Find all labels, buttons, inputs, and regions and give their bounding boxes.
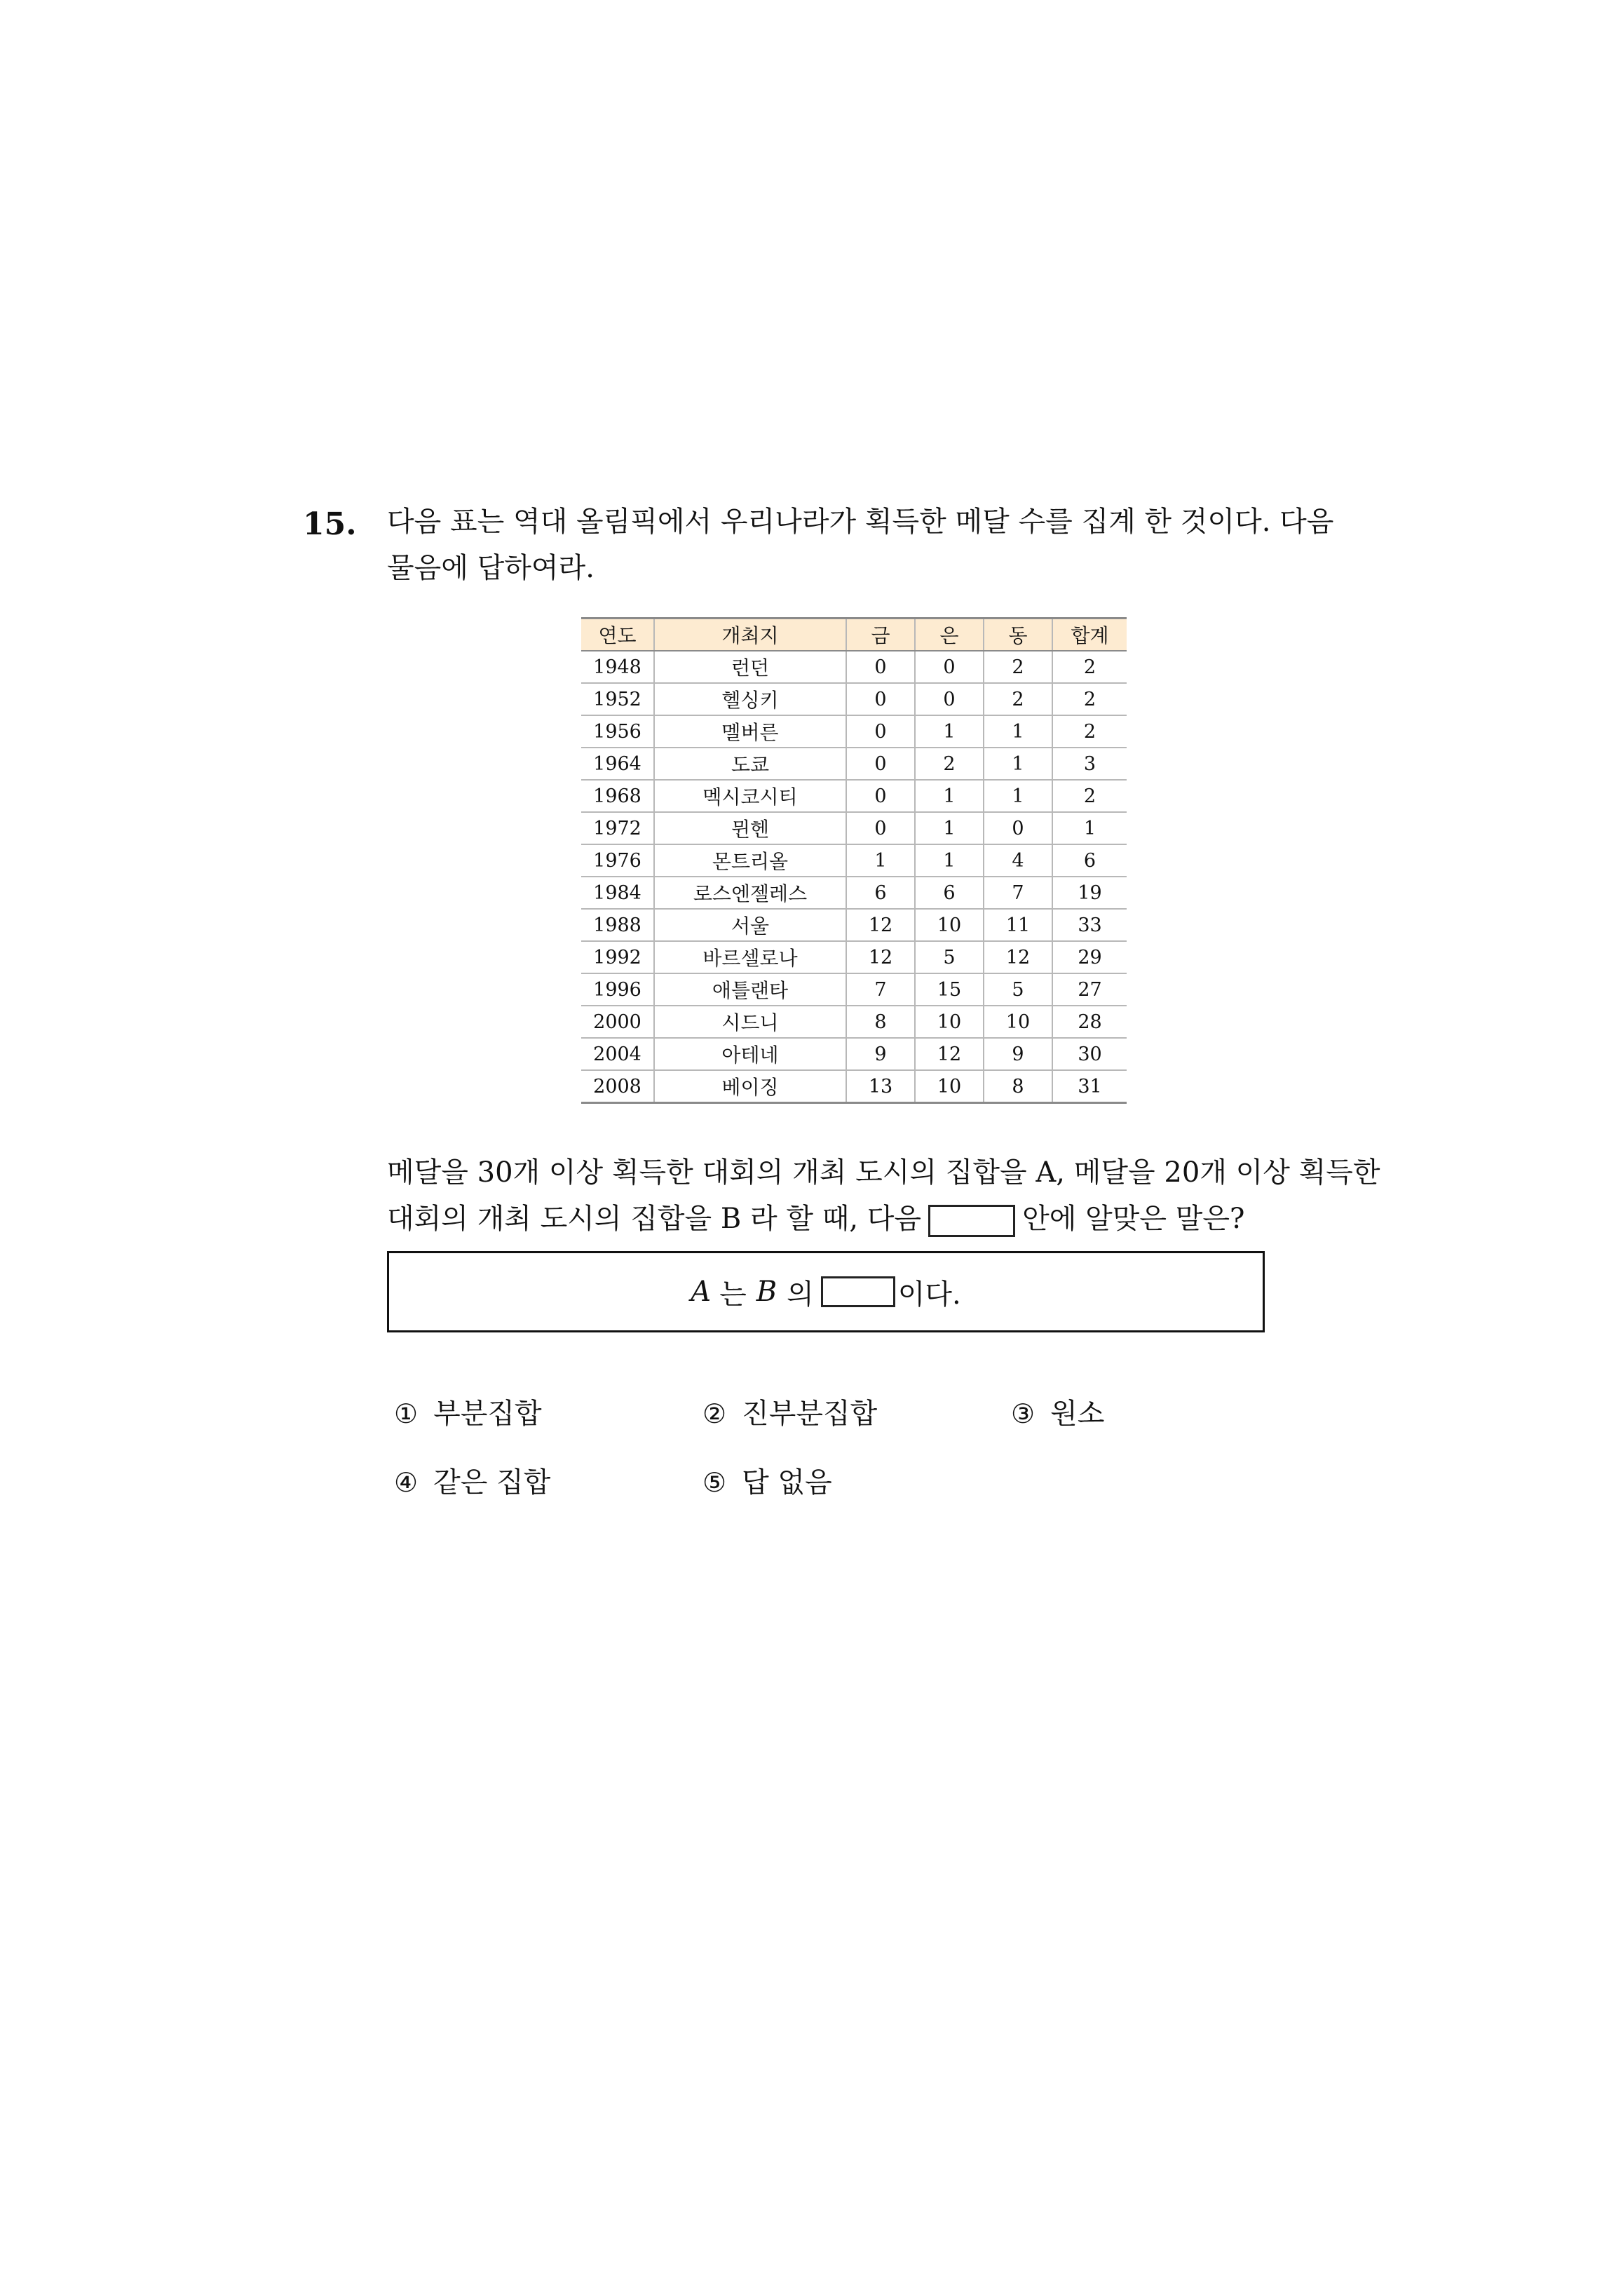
- statement-word-ui: 의: [787, 1278, 814, 1311]
- cell-silver: 1: [915, 780, 984, 812]
- medal-table: [581, 617, 1127, 1104]
- cell-host-city: 로스엔젤레스: [654, 877, 846, 909]
- table-row: [581, 812, 1127, 844]
- cell-host-city: 베이징: [654, 1070, 846, 1103]
- cell-bronze: 11: [984, 909, 1052, 941]
- cell-silver: 1: [915, 715, 984, 748]
- cell-host-city: 몬트리올: [654, 844, 846, 877]
- cell-year: 2000: [581, 1006, 654, 1038]
- cell-host-city: 바르셀로나: [654, 941, 846, 973]
- cell-silver: 10: [915, 909, 984, 941]
- choice-3-text: 원소: [1050, 1398, 1105, 1430]
- answer-blank-box: [821, 1276, 895, 1307]
- table-row: [581, 651, 1127, 683]
- question-intro-line1: 다음 표는 역대 올림픽에서 우리나라가 획득한 메달 수를 집계 한 것이다. 다음: [387, 506, 1334, 538]
- cell-host-city: 시드니: [654, 1006, 846, 1038]
- table-row: [581, 715, 1127, 748]
- cell-year: 1948: [581, 651, 654, 683]
- cell-host-city: 런던: [654, 651, 846, 683]
- set-a-symbol: A: [691, 1276, 712, 1308]
- cell-bronze: 7: [984, 877, 1052, 909]
- cell-total: 28: [1052, 1006, 1127, 1038]
- prompt-line2: [387, 1205, 1326, 1237]
- choice-5[interactable]: [702, 1460, 832, 1500]
- cell-total: 27: [1052, 973, 1127, 1006]
- cell-host-city: 뮌헨: [654, 812, 846, 844]
- statement-box: [387, 1251, 1265, 1332]
- cell-total: 29: [1052, 941, 1127, 973]
- cell-host-city: 멕시코시티: [654, 780, 846, 812]
- cell-year: 1996: [581, 973, 654, 1006]
- cell-year: 1952: [581, 683, 654, 715]
- cell-total: 6: [1052, 844, 1127, 877]
- cell-bronze: 2: [984, 651, 1052, 683]
- cell-year: 1968: [581, 780, 654, 812]
- cell-total: 33: [1052, 909, 1127, 941]
- cell-gold: 0: [846, 651, 915, 683]
- cell-host-city: 도쿄: [654, 748, 846, 780]
- cell-total: 19: [1052, 877, 1127, 909]
- cell-silver: 5: [915, 941, 984, 973]
- cell-total: 2: [1052, 715, 1127, 748]
- cell-host-city: 애틀랜타: [654, 973, 846, 1006]
- cell-silver: 1: [915, 844, 984, 877]
- cell-silver: 2: [915, 748, 984, 780]
- header-total: 합계: [1052, 619, 1127, 651]
- cell-year: 1972: [581, 812, 654, 844]
- inline-blank-box: [928, 1205, 1015, 1237]
- cell-year: 1964: [581, 748, 654, 780]
- choice-2[interactable]: [702, 1391, 877, 1431]
- cell-gold: 12: [846, 909, 915, 941]
- cell-silver: 12: [915, 1038, 984, 1070]
- cell-silver: 1: [915, 812, 984, 844]
- choice-1[interactable]: [394, 1391, 542, 1431]
- choice-2-mark: ②: [702, 1398, 727, 1429]
- statement-ending: 이다.: [897, 1278, 961, 1311]
- cell-silver: 10: [915, 1006, 984, 1038]
- table-row: [581, 1070, 1127, 1103]
- table-row: [581, 909, 1127, 941]
- table-row: [581, 683, 1127, 715]
- cell-gold: 9: [846, 1038, 915, 1070]
- cell-gold: 0: [846, 780, 915, 812]
- choice-4-mark: ④: [394, 1467, 419, 1498]
- cell-gold: 7: [846, 973, 915, 1006]
- choice-3-mark: ③: [1011, 1398, 1035, 1429]
- choice-5-mark: ⑤: [702, 1467, 727, 1498]
- choice-2-text: 진부분집합: [742, 1398, 878, 1430]
- prompt-line2-before: 대회의 개최 도시의 집합을 B 라 할 때, 다음: [387, 1203, 922, 1235]
- cell-bronze: 5: [984, 973, 1052, 1006]
- statement-word-eun: 는: [719, 1278, 747, 1311]
- table-header-row: [581, 619, 1127, 651]
- cell-year: 1988: [581, 909, 654, 941]
- cell-silver: 15: [915, 973, 984, 1006]
- cell-bronze: 10: [984, 1006, 1052, 1038]
- cell-gold: 0: [846, 683, 915, 715]
- choice-1-text: 부분집합: [433, 1398, 542, 1430]
- header-year: 연도: [581, 619, 654, 651]
- cell-gold: 0: [846, 812, 915, 844]
- table-row: [581, 941, 1127, 973]
- cell-bronze: 12: [984, 941, 1052, 973]
- cell-total: 1: [1052, 812, 1127, 844]
- cell-host-city: 멜버른: [654, 715, 846, 748]
- choice-5-text: 답 없음: [742, 1466, 832, 1499]
- header-gold: 금: [846, 619, 915, 651]
- cell-silver: 0: [915, 683, 984, 715]
- cell-bronze: 9: [984, 1038, 1052, 1070]
- table-row: [581, 877, 1127, 909]
- cell-year: 1956: [581, 715, 654, 748]
- header-host-city: 개최지: [654, 619, 846, 651]
- cell-host-city: 헬싱키: [654, 683, 846, 715]
- cell-gold: 0: [846, 715, 915, 748]
- table-row: [581, 1006, 1127, 1038]
- table-row: [581, 844, 1127, 877]
- cell-host-city: 아테네: [654, 1038, 846, 1070]
- table-row: [581, 1038, 1127, 1070]
- set-b-symbol: B: [756, 1276, 777, 1308]
- choice-3[interactable]: [1011, 1391, 1104, 1431]
- table-row: [581, 780, 1127, 812]
- cell-host-city: 서울: [654, 909, 846, 941]
- choice-4-text: 같은 집합: [433, 1466, 551, 1499]
- cell-silver: 10: [915, 1070, 984, 1103]
- cell-year: 2008: [581, 1070, 654, 1103]
- cell-gold: 6: [846, 877, 915, 909]
- cell-total: 31: [1052, 1070, 1127, 1103]
- cell-silver: 6: [915, 877, 984, 909]
- cell-gold: 0: [846, 748, 915, 780]
- table-row: [581, 973, 1127, 1006]
- cell-total: 2: [1052, 683, 1127, 715]
- prompt-line2-after: 안에 알맞은 말은?: [1022, 1203, 1245, 1235]
- question-number: 15.: [303, 506, 357, 542]
- cell-year: 1984: [581, 877, 654, 909]
- prompt-line1-text: 메달을 30개 이상 획득한 대회의 개최 도시의 집합을 A, 메달을 20개 이상 획득한: [387, 1156, 1380, 1189]
- cell-bronze: 1: [984, 715, 1052, 748]
- cell-gold: 8: [846, 1006, 915, 1038]
- cell-total: 30: [1052, 1038, 1127, 1070]
- cell-year: 1976: [581, 844, 654, 877]
- cell-bronze: 0: [984, 812, 1052, 844]
- cell-bronze: 1: [984, 748, 1052, 780]
- cell-bronze: 1: [984, 780, 1052, 812]
- cell-total: 2: [1052, 651, 1127, 683]
- cell-year: 1992: [581, 941, 654, 973]
- cell-gold: 1: [846, 844, 915, 877]
- cell-bronze: 4: [984, 844, 1052, 877]
- header-silver: 은: [915, 619, 984, 651]
- cell-total: 3: [1052, 748, 1127, 780]
- question-intro-line2: 물음에 답하여라.: [387, 552, 595, 584]
- prompt-line1: [387, 1156, 1380, 1189]
- cell-gold: 13: [846, 1070, 915, 1103]
- cell-silver: 0: [915, 651, 984, 683]
- choice-4[interactable]: [394, 1460, 550, 1500]
- cell-year: 2004: [581, 1038, 654, 1070]
- cell-bronze: 2: [984, 683, 1052, 715]
- table-row: [581, 748, 1127, 780]
- cell-gold: 12: [846, 941, 915, 973]
- choice-1-mark: ①: [394, 1398, 419, 1429]
- cell-bronze: 8: [984, 1070, 1052, 1103]
- cell-total: 2: [1052, 780, 1127, 812]
- header-bronze: 동: [984, 619, 1052, 651]
